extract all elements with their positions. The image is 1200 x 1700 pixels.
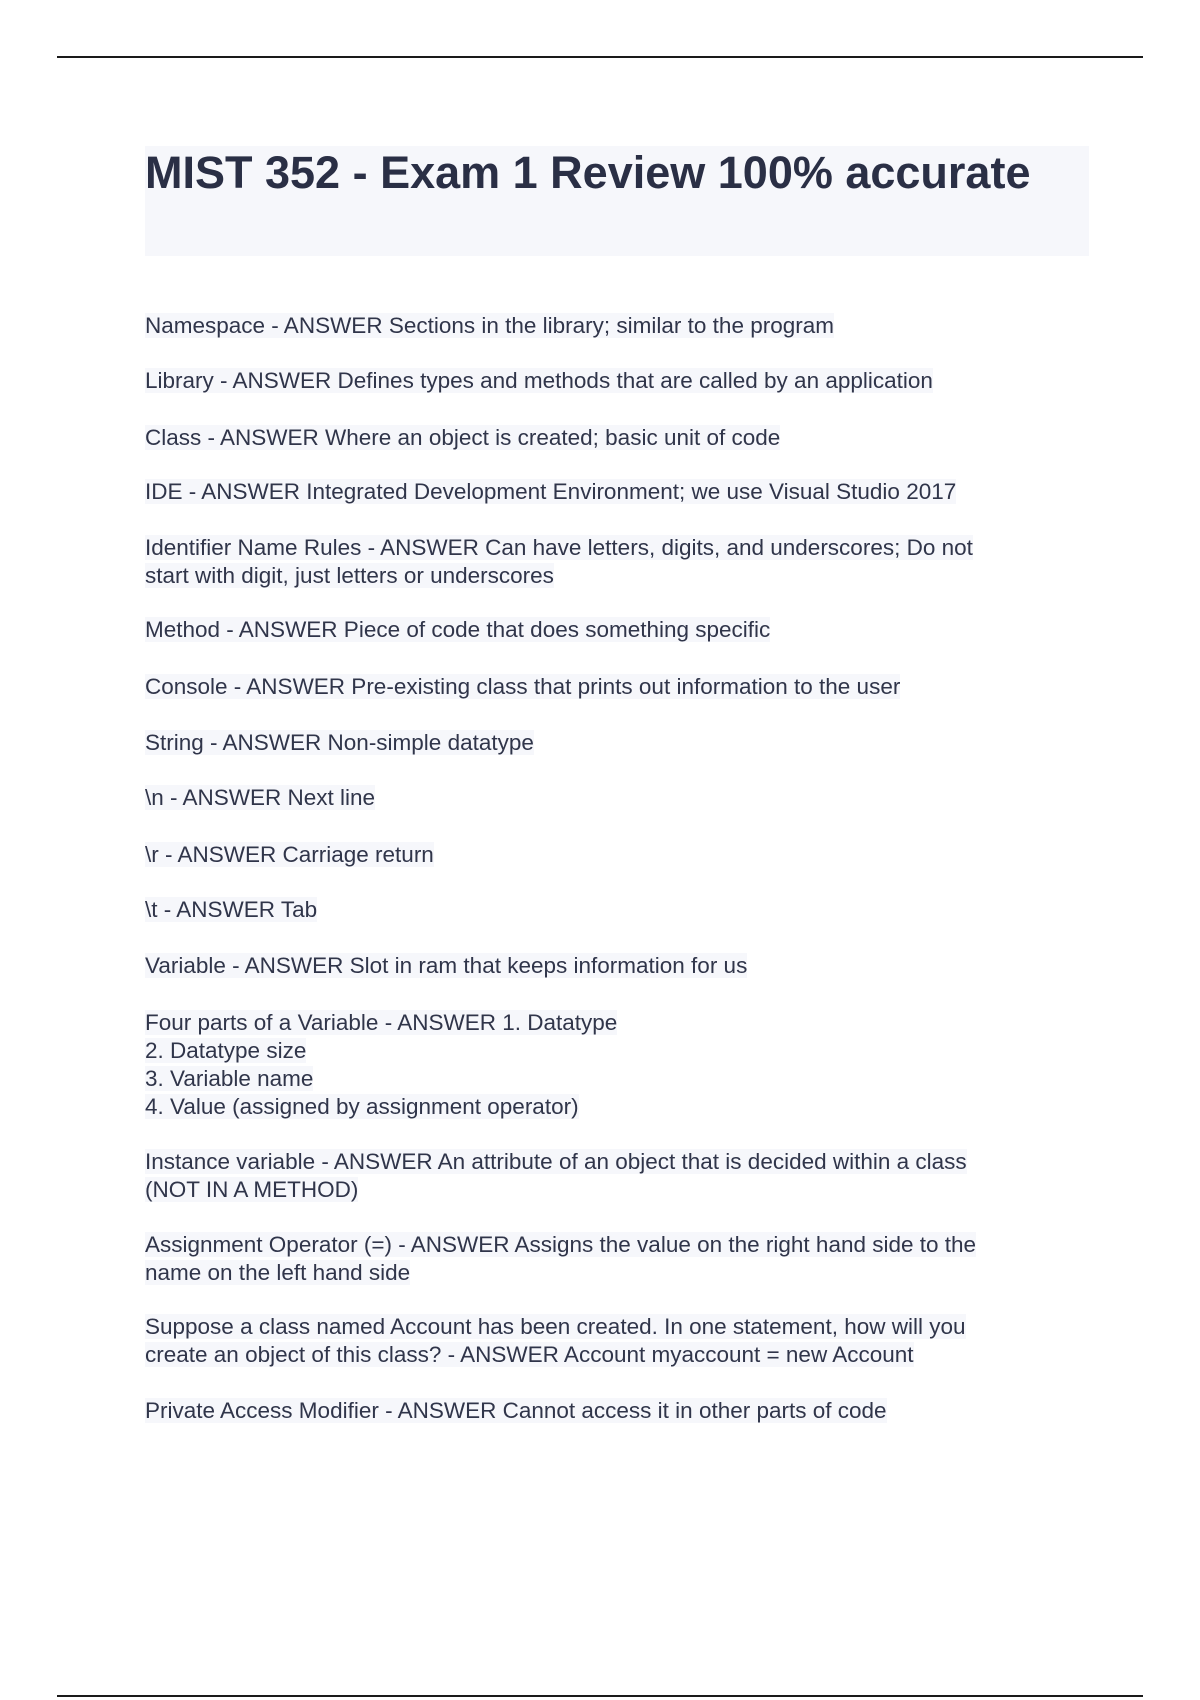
document-title: MIST 352 - Exam 1 Review 100% accurate xyxy=(145,147,1031,198)
qa-entry-line: IDE - ANSWER Integrated Development Environment; we use Visual Studio 2017 xyxy=(145,479,957,504)
qa-entry-line: Namespace - ANSWER Sections in the library; similar to the program xyxy=(145,313,834,338)
qa-entry-line: \t - ANSWER Tab xyxy=(145,897,318,922)
qa-entry-line: Assignment Operator (=) - ANSWER Assigns the value on the right hand side to the xyxy=(145,1232,977,1257)
qa-entry-variable xyxy=(145,952,747,980)
qa-entry-line: (NOT IN A METHOD) xyxy=(145,1177,359,1202)
qa-entry-namespace xyxy=(145,312,834,340)
qa-entry-carriage-return xyxy=(145,841,434,869)
qa-entry-line: Class - ANSWER Where an object is created; basic unit of code xyxy=(145,425,781,450)
qa-entry-private-access xyxy=(145,1397,887,1425)
qa-entry-assignment-operator xyxy=(145,1231,976,1287)
qa-entry-line: Identifier Name Rules - ANSWER Can have letters, digits, and underscores; Do not xyxy=(145,535,973,560)
qa-entry-console xyxy=(145,673,900,701)
qa-entry-line: Instance variable - ANSWER An attribute of an object that is decided within a class xyxy=(145,1149,967,1174)
footer-rule xyxy=(57,1695,1143,1697)
qa-entry-account-object xyxy=(145,1313,966,1369)
header-rule xyxy=(57,56,1143,58)
qa-entry-line: 2. Datatype size xyxy=(145,1038,307,1063)
title-block xyxy=(145,146,1089,256)
qa-entry-line: \n - ANSWER Next line xyxy=(145,785,376,810)
qa-entry-line: Variable - ANSWER Slot in ram that keeps information for us xyxy=(145,953,748,978)
qa-entry-line: Library - ANSWER Defines types and methods that are called by an application xyxy=(145,368,933,393)
qa-entry-line: \r - ANSWER Carriage return xyxy=(145,842,434,867)
qa-entry-variable-parts xyxy=(145,1009,617,1121)
qa-entry-class xyxy=(145,424,780,452)
qa-entry-line: Private Access Modifier - ANSWER Cannot access it in other parts of code xyxy=(145,1398,887,1423)
qa-entry-line: name on the left hand side xyxy=(145,1260,411,1285)
qa-entry-line: Console - ANSWER Pre-existing class that prints out information to the user xyxy=(145,674,901,699)
qa-entry-line: 3. Variable name xyxy=(145,1066,314,1091)
qa-entry-line: Four parts of a Variable - ANSWER 1. Datatype xyxy=(145,1010,618,1035)
qa-entry-line: start with digit, just letters or underscores xyxy=(145,563,554,588)
qa-entry-string xyxy=(145,729,534,757)
qa-entry-line: Method - ANSWER Piece of code that does something specific xyxy=(145,617,771,642)
qa-entry-line: Suppose a class named Account has been created. In one statement, how will you xyxy=(145,1314,966,1339)
qa-entry-instance-variable xyxy=(145,1148,967,1204)
qa-entry-method xyxy=(145,616,770,644)
qa-entry-line: String - ANSWER Non-simple datatype xyxy=(145,730,534,755)
qa-entry-library xyxy=(145,367,933,395)
qa-entry-tab xyxy=(145,896,317,924)
qa-entry-ide xyxy=(145,478,956,506)
qa-entry-line: 4. Value (assigned by assignment operator) xyxy=(145,1094,579,1119)
qa-entry-identifier-rules xyxy=(145,534,973,590)
qa-entry-line: create an object of this class? - ANSWER Account myaccount = new Account xyxy=(145,1342,914,1367)
qa-entry-newline xyxy=(145,784,375,812)
